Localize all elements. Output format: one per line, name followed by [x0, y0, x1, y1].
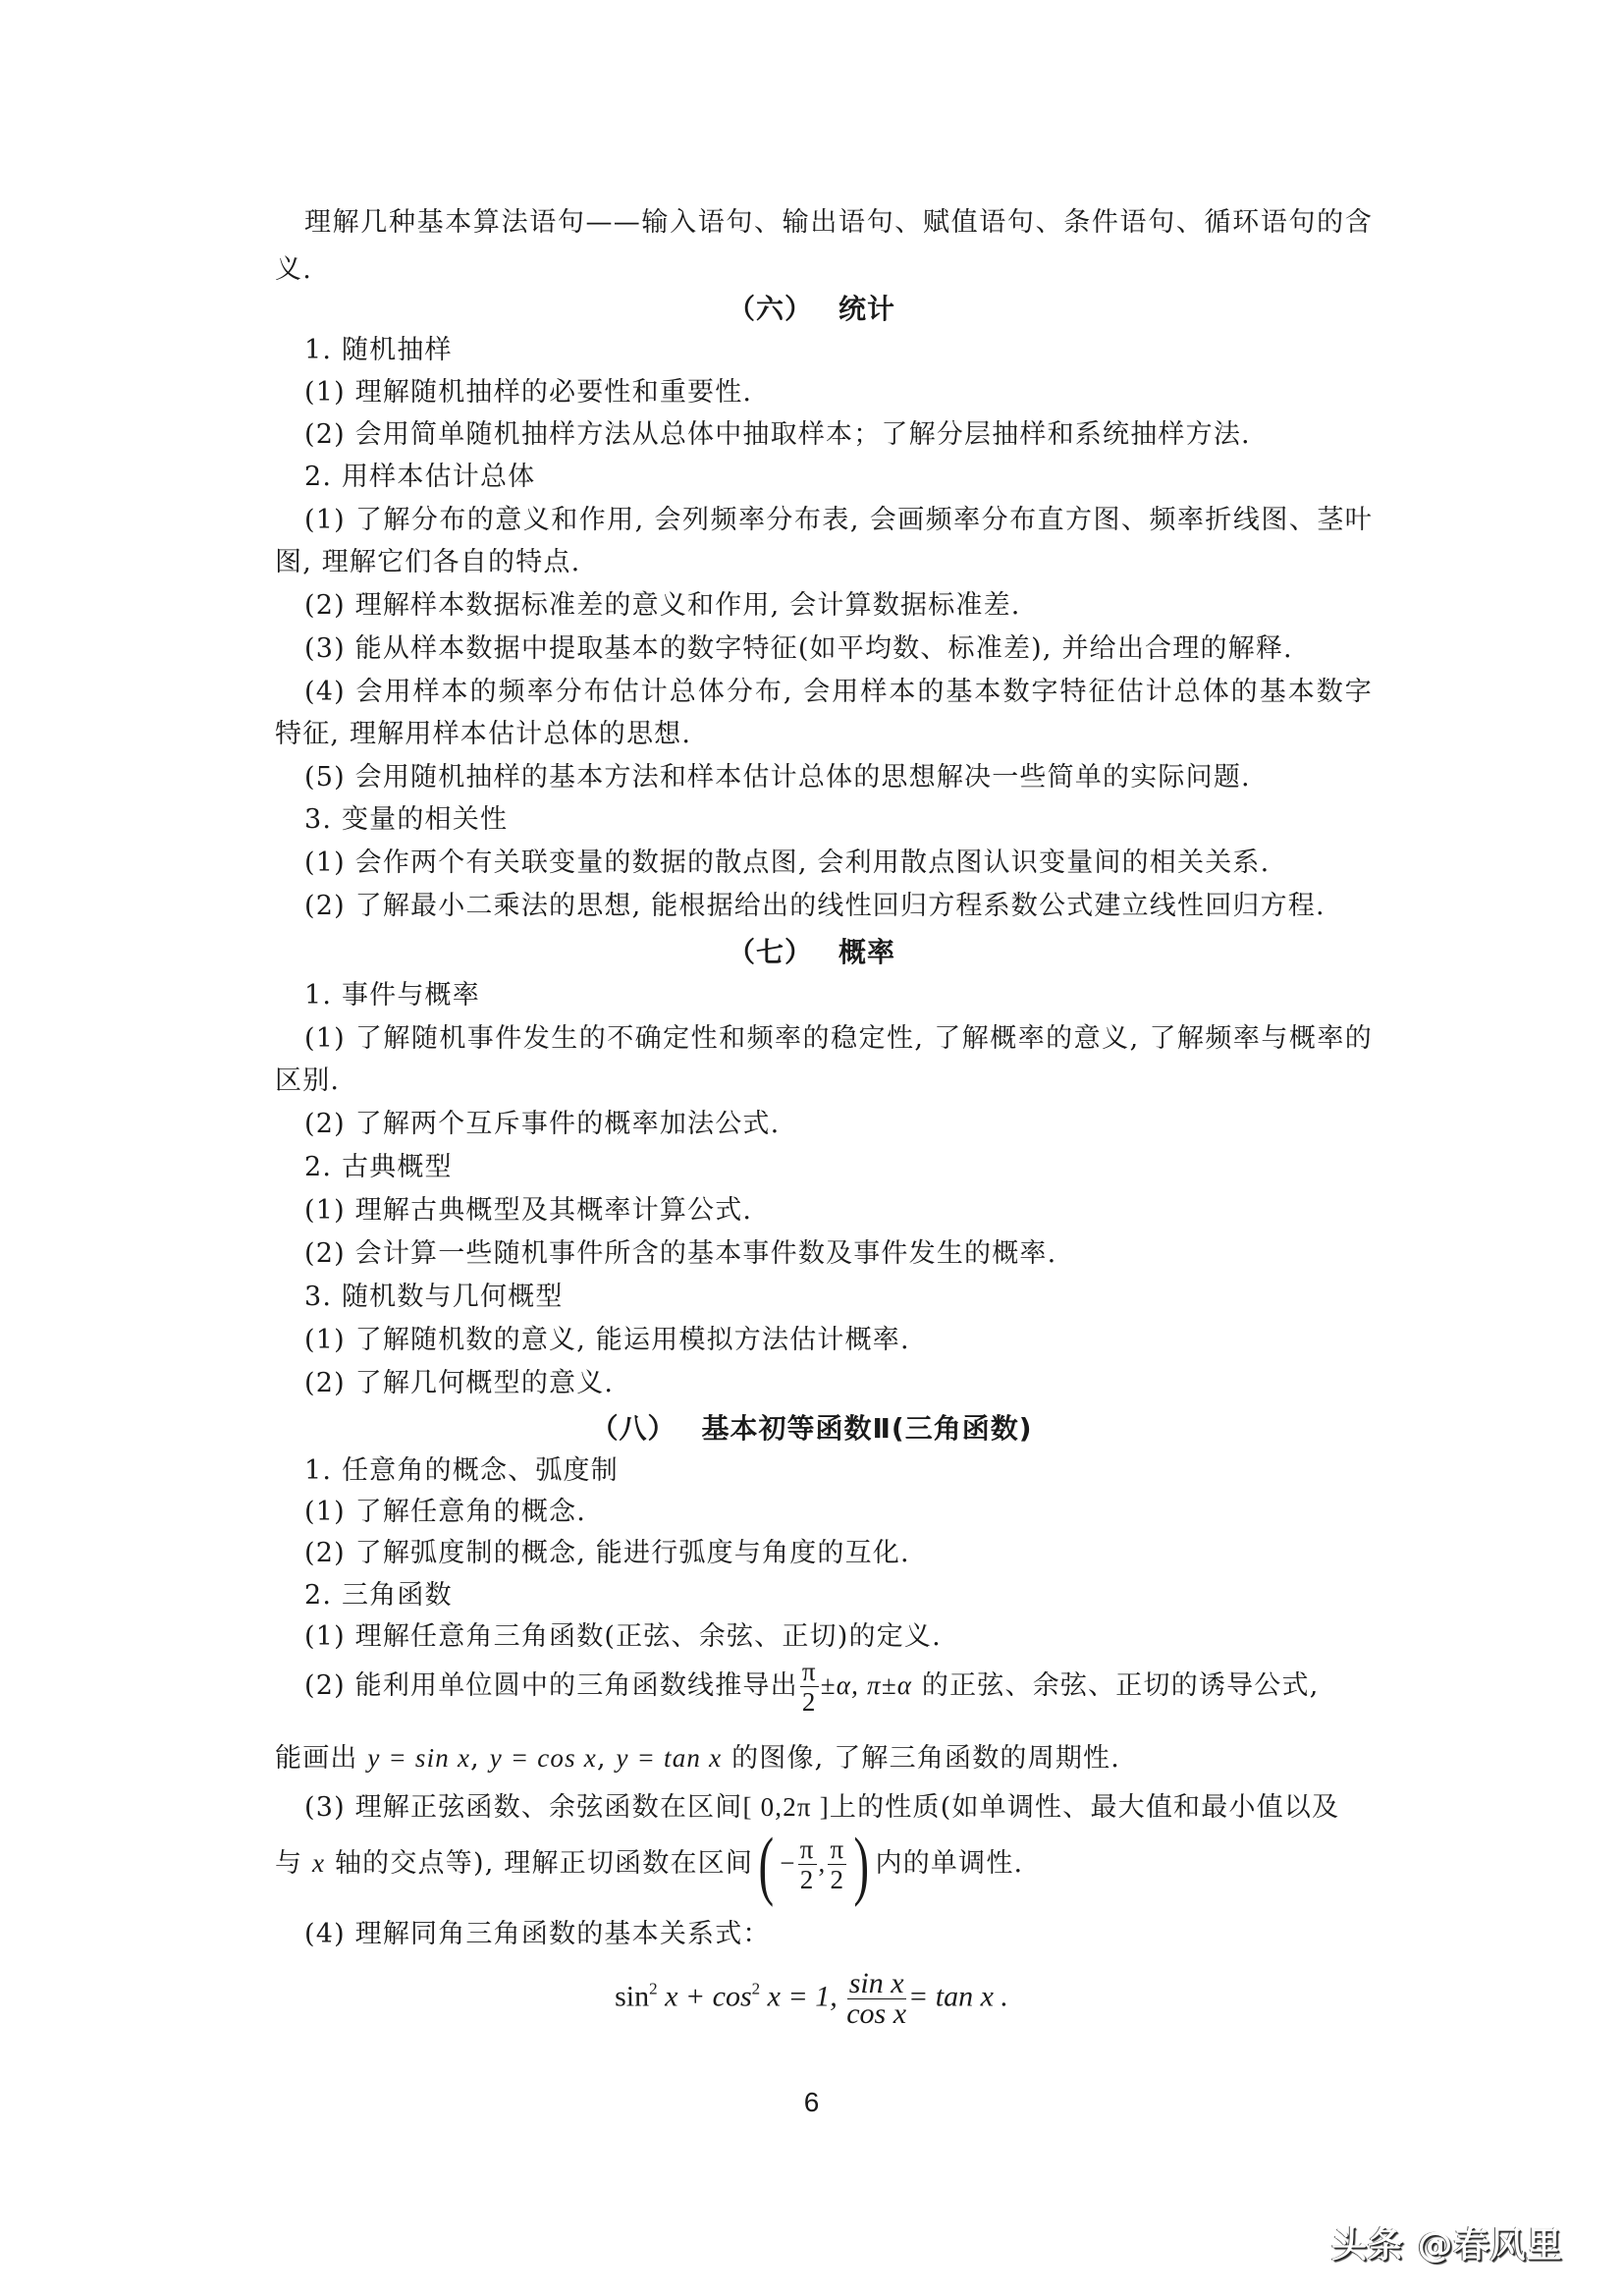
heading-number: （七）	[727, 936, 813, 968]
list-item: (3) 能从样本数据中提取基本的数字特征(如平均数、标准差), 并给出合理的解释.	[304, 633, 1293, 664]
list-item: (2) 会计算一些随机事件所含的基本事件数及事件发生的概率.	[304, 1238, 1057, 1269]
list-item: (2) 了解弧度制的概念, 能进行弧度与角度的互化.	[304, 1538, 910, 1568]
list-item: (1) 了解随机事件发生的不确定性和频率的稳定性, 了解概率的意义, 了解频率与概率的	[304, 1023, 1373, 1054]
list-item: (2) 了解两个互斥事件的概率加法公式.	[304, 1109, 781, 1139]
list-item: (2) 会用简单随机抽样方法从总体中抽取样本；了解分层抽样和系统抽样方法.	[304, 419, 1251, 450]
watermark: 头条 @春风里	[1331, 2225, 1563, 2266]
list-item: (5) 会用随机抽样的基本方法和样本估计总体的思想解决一些简单的实际问题.	[304, 762, 1251, 793]
list-item-sine-cosine-properties: (3) 理解正弦函数、余弦函数在区间[ 0,2π ]上的性质(如单调性、最大值和最小值以及	[304, 1792, 1340, 1823]
left-paren: (	[758, 1821, 775, 1907]
heading-number: （六）	[727, 293, 813, 325]
list-item: (1) 了解分布的意义和作用, 会列频率分布表, 会画频率分布直方图、频率折线图、茎叶	[304, 505, 1373, 535]
section-heading-trigonometric-functions	[0, 1412, 1623, 1446]
subsection-title: 1. 任意角的概念、弧度制	[304, 1455, 619, 1486]
paragraph-line: 义.	[275, 254, 312, 285]
section-heading-probability	[0, 936, 1623, 969]
heading-number: （八）	[590, 1412, 676, 1445]
math-interval-0-2pi: [ 0,2π ]	[742, 1792, 830, 1822]
subsection-title: 1. 事件与概率	[304, 980, 480, 1011]
list-item: (4) 会用样本的频率分布估计总体分布, 会用样本的基本数字特征估计总体的基本数字	[304, 677, 1373, 707]
list-item: (1) 理解随机抽样的必要性和重要性.	[304, 377, 753, 408]
list-item-continuation: 与 x 轴的交点等), 理解正切函数在区间( − $\frac{\pi}{2}$ , $\frac{\pi}{2}$ ) 内的单调性.	[275, 1821, 1024, 1907]
list-item: (1) 了解随机数的意义, 能运用模拟方法估计概率.	[304, 1325, 910, 1355]
list-item-continuation: 图, 理解它们各自的特点.	[275, 547, 581, 577]
list-item: (1) 了解任意角的概念.	[304, 1497, 587, 1527]
subsection-title: 3. 变量的相关性	[304, 804, 509, 835]
list-item: (2) 了解几何概型的意义.	[304, 1368, 615, 1398]
math-y-tan-x: y = tan x	[616, 1743, 723, 1773]
fraction-sin-over-cos: $\frac{\text{sin x}}{\text{cos x}}$	[846, 1967, 907, 2030]
heading-title: 统计	[839, 293, 896, 325]
list-item: (1) 理解古典概型及其概率计算公式.	[304, 1195, 753, 1226]
list-item: (4) 理解同角三角函数的基本关系式：	[304, 1919, 771, 1949]
subsection-title: 2. 古典概型	[304, 1152, 453, 1182]
section-heading-statistics	[0, 293, 1623, 326]
subsection-title: 3. 随机数与几何概型	[304, 1282, 564, 1312]
list-item-induction-formulas: (2) 能利用单位圆中的三角函数线推导出 $\frac{\pi}{2}$ ±α, π±α 的正弦、余弦、正切的诱导公式,	[304, 1657, 1320, 1717]
subsection-title: 2. 三角函数	[304, 1580, 453, 1611]
list-item: (2) 了解最小二乘法的思想, 能根据给出的线性回归方程系数公式建立线性回归方程.	[304, 891, 1325, 921]
math-y-sin-x: y = sin x	[367, 1743, 471, 1773]
list-item: (1) 会作两个有关联变量的数据的散点图, 会利用散点图认识变量间的相关关系.	[304, 847, 1271, 878]
math-y-cos-x: y = cos x	[489, 1743, 597, 1773]
fraction-pi-over-2: $\frac{\pi}{2}$	[799, 1834, 815, 1894]
paragraph-line: 理解几种基本算法语句——输入语句、输出语句、赋值语句、条件语句、循环语句的含	[304, 207, 1373, 238]
heading-title: 概率	[839, 936, 896, 968]
list-item: (2) 理解样本数据标准差的意义和作用, 会计算数据标准差.	[304, 590, 1021, 621]
page-number: 6	[803, 2087, 820, 2117]
list-item-continuation: 区别.	[275, 1066, 341, 1096]
subsection-title: 1. 随机抽样	[304, 335, 453, 365]
fraction-pi-over-2: $\frac{\pi}{2}$	[830, 1834, 845, 1894]
list-item-continuation: 能画出 y = sin x, y = cos x, y = tan x 的图像, 了解三角函数的周期性.	[275, 1743, 1121, 1774]
subsection-title: 2. 用样本估计总体	[304, 462, 536, 492]
right-paren: )	[853, 1821, 871, 1907]
list-item-continuation: 特征, 理解用样本估计总体的思想.	[275, 719, 692, 749]
list-item: (1) 理解任意角三角函数(正弦、余弦、正切)的定义.	[304, 1621, 942, 1652]
fraction-pi-over-2: $\frac{\pi}{2}$	[801, 1657, 817, 1717]
heading-title: 基本初等函数Ⅱ(三角函数)	[701, 1412, 1033, 1445]
pythagorean-identity-formula: $\sin^2 x + \cos^2 x = 1$, $\frac{\text{sin x}}{\text{cos x}}$ = tan x .	[615, 1967, 1008, 2030]
